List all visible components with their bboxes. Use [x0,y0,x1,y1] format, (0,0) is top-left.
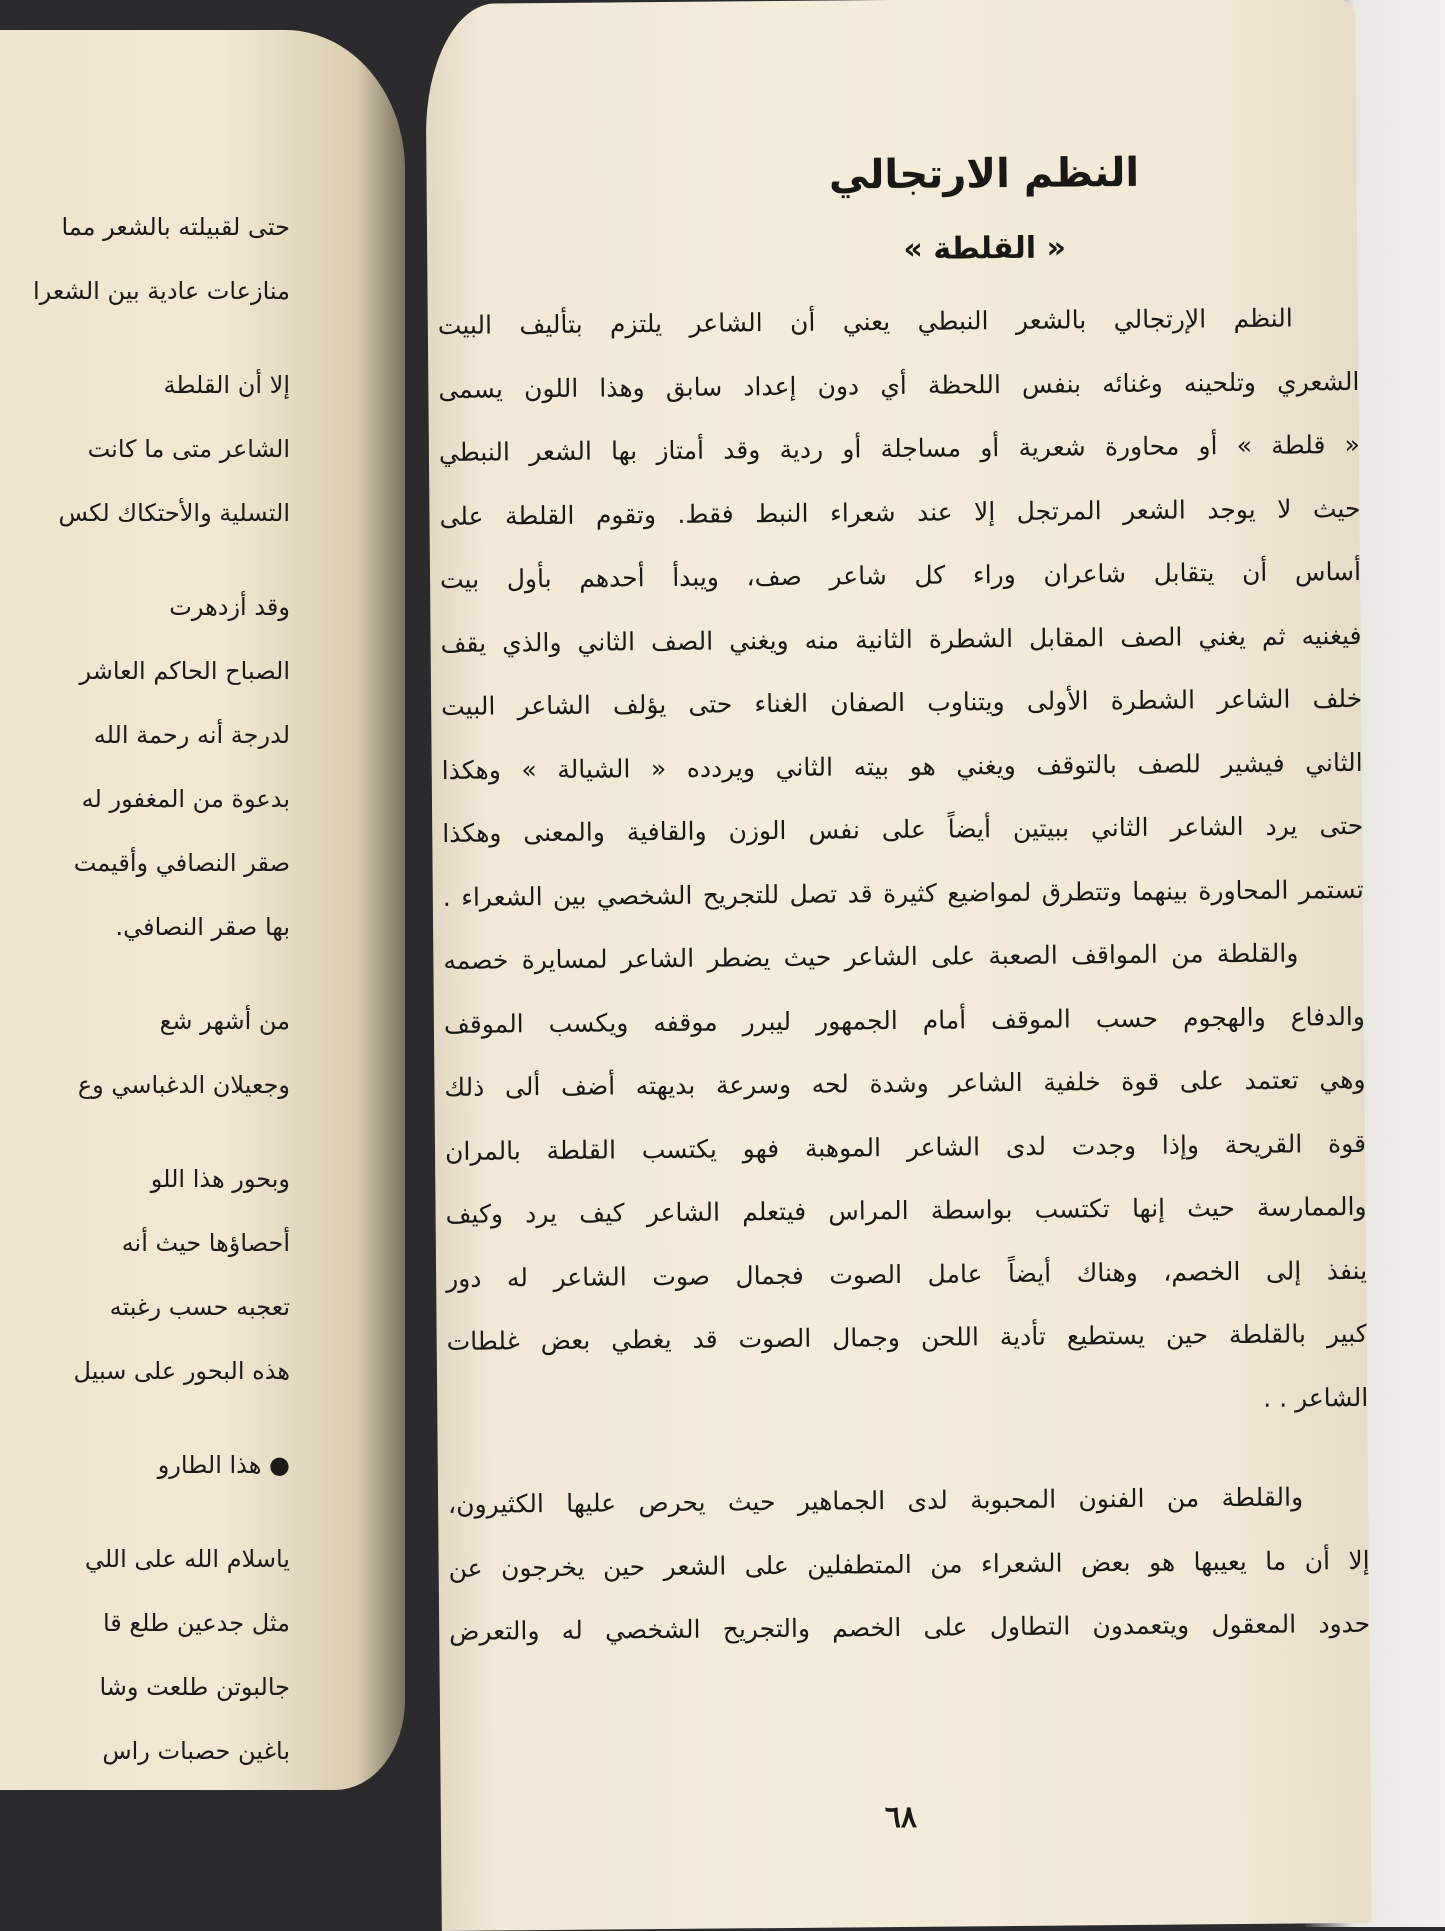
text-line: النظم الإرتجالي بالشعر النبطي يعني أن الشاعر يلتزم بتأليف البيت [437,303,1293,340]
left-page [0,30,405,1790]
left-text-line: الشاعر متى ما كانت [87,435,290,463]
left-text-line: مثل جدعين طلع قا [102,1609,290,1637]
left-text-line: الصباح الحاكم العاشر [79,657,290,685]
text-line: أساس أن يتقابل شاعران وراء كل شاعر صف، ويبدأ أحدهم بأول بيت [439,556,1362,594]
text-line: والقلطة من الفنون المحبوبة لدى الجماهير حيث يحرص عليها الكثيرون، [447,1482,1304,1519]
text-line: الشاعر . . [1263,1382,1369,1413]
left-text-line: تعجبه حسب رغبته [109,1293,290,1321]
left-text-line: منازعات عادية بين الشعرا [32,277,290,305]
left-text-line: من أشهر شع [159,1007,290,1035]
left-text-line: حتى لقبيلته بالشعر مما [61,213,290,241]
text-line: والدفاع والهجوم حسب الموقف أمام الجمهور ليبرر موقفه ويكسب الموقف [443,1001,1366,1039]
left-text-line: إلا أن القلطة [163,371,290,399]
paragraph-1 [438,286,1372,929]
text-line: الشعري وتلحينه وغنائه بنفس اللحظة أي دون إعداد سابق وهذا اللون يسمى [438,366,1360,404]
page-content [436,136,1372,1664]
left-text-line: وبحور هذا اللو [150,1165,290,1193]
text-line: خلف الشاعر الشطرة الأولى ويتناوب الصفان الغناء حتى يؤلف الشاعر البيت [441,683,1363,721]
left-text-line: ● هذا الطارو [157,1451,290,1479]
left-text-line: وجعيلان الدغباسي وع [77,1071,290,1099]
left-text-line: هذه البحور على سبيل [73,1357,290,1385]
left-text-line: ياسلام الله على اللي [84,1545,290,1573]
text-line: الثاني فيشير للصف بالتوقف ويغني هو بيته الثاني ويردده « الشيالة » وهكذا [441,747,1363,785]
text-line: والقلطة من المواقف الصعبة على الشاعر حيث يضطر الشاعر لمسايرة خصمه [443,938,1299,975]
text-line: تستمر المحاورة بينهما وتتطرق لمواضيع كثيرة قد تصل للتجريح الشخصي بين الشعراء . [442,874,1364,912]
section-subtitle: « القلطة » [903,230,1067,267]
text-line: فيغنيه ثم يغني الصف المقابل الشطرة الثانية منه ويغني الصف الثاني والذي يقف [440,620,1362,658]
text-line: حدود المعقول ويتعمدون التطاول على الخصم والتجريح الشخصي له والتعرض [449,1608,1371,1646]
text-line: ينفذ إلى الخصم، وهناك أيضاً عامل الصوت فجمال صوت الشاعر له دور [446,1255,1368,1293]
text-line: حتى يرد الشاعر الثاني ببيتين أيضاً على نفس الوزن والقافية والمعنى وهكذا [442,810,1364,848]
page-number: ٦٨ [884,1799,918,1836]
left-text-line: التسلية والأحتكاك لكس [58,499,290,527]
left-text-line: صقر النصافي وأقيمت [73,849,290,877]
text-line: « قلطة » أو محاورة شعرية أو مساجلة أو ردية وقد أمتاز بها الشعر النبطي [438,429,1361,467]
left-text-line: باغين حصبات راس [102,1737,290,1765]
left-text-line: بدعوة من المغفور له [81,785,290,813]
paragraph-2 [443,921,1372,1437]
left-text-line: أحصاؤها حيث أنه [121,1229,290,1257]
page-title: النظم الارتجالي [828,149,1140,199]
right-page [425,0,1372,1931]
left-text-line: وقد أزدهرت [169,593,290,621]
text-line: وهي تعتمد على قوة خلفية الشاعر وشدة لحه وسرعة بديهته أضف ألى ذلك [444,1064,1366,1102]
text-line: قوة القريحة وإذا وجدت لدى الشاعر الموهبة فهو يكتسب القلطة بالمران [444,1128,1367,1166]
text-line: حيث لا يوجد الشعر المرتجل إلا عند شعراء النبط فقط. وتقوم القلطة على [439,493,1361,531]
paragraph-3 [448,1465,1372,1664]
left-text-line: جالبوتن طلعت وشا [99,1673,290,1701]
left-text-line: بها صقر النصافي. [115,913,290,941]
text-line: كبير بالقلطة حين يستطيع تأدية اللحن وجمال الصوت قد يغطي بعض غلطات [446,1318,1368,1356]
text-line: إلا أن ما يعيبها هو بعض الشعراء من المتطفلين على الشعر حين يخرجون عن [448,1545,1370,1583]
left-page-text [0,195,290,1783]
left-text-line: لدرجة أنه رحمة الله [93,721,290,749]
text-line: والممارسة حيث إنها تكتسب بواسطة المراس فيتعلم الشاعر كيف يرد وكيف [445,1191,1367,1229]
